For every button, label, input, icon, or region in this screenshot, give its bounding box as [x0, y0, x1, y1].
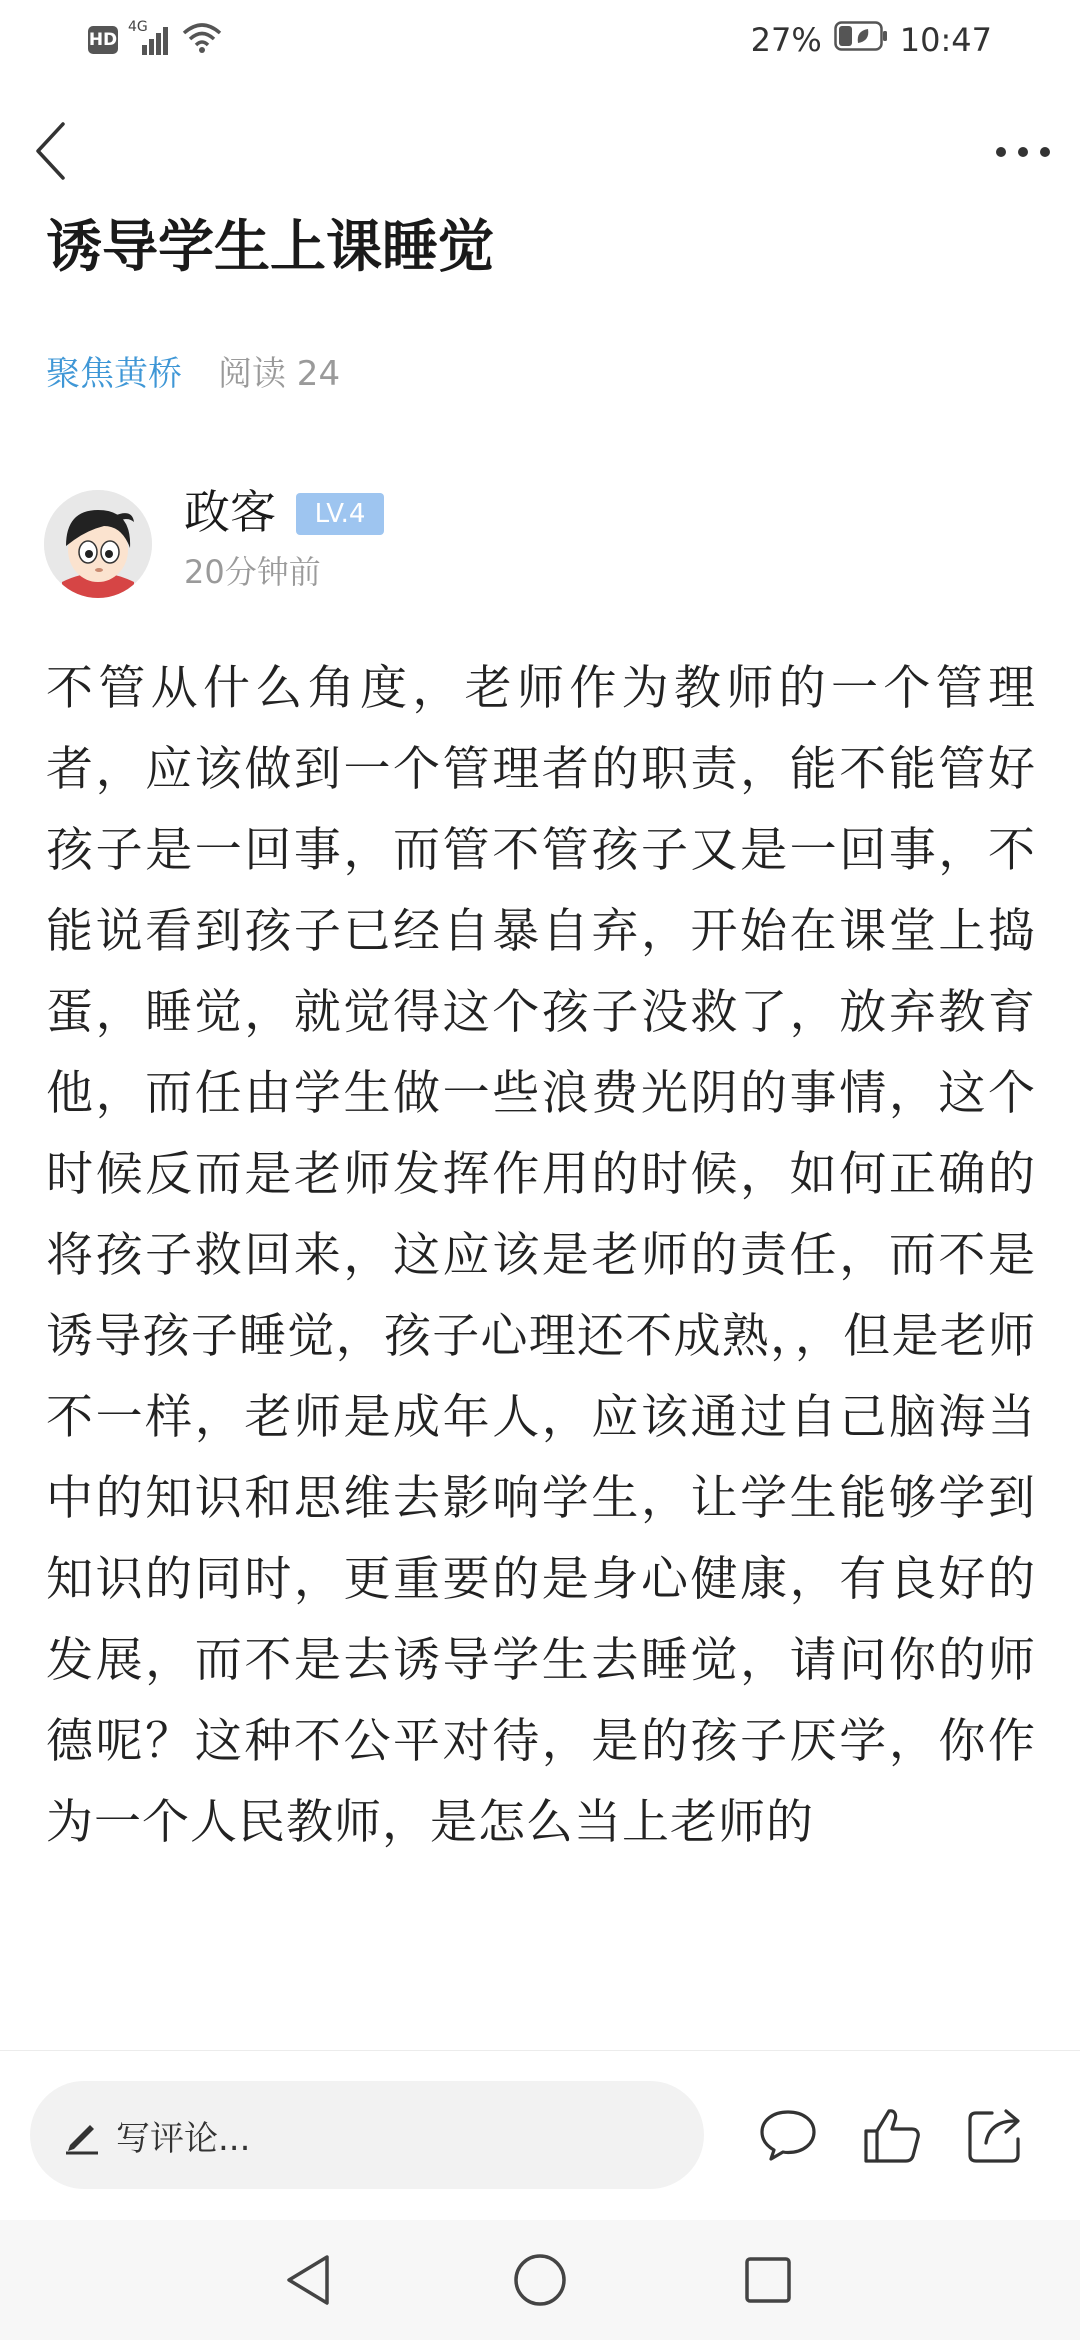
like-button[interactable] — [860, 2103, 924, 2167]
square-recents-icon — [742, 2254, 794, 2306]
clock: 10:47 — [899, 21, 992, 59]
share-icon — [966, 2105, 1026, 2165]
more-options-button[interactable] — [988, 130, 1058, 174]
circle-home-icon — [512, 2252, 568, 2308]
action-bar — [0, 2050, 1080, 2221]
post-time: 20分钟前 — [184, 553, 321, 591]
battery-icon — [834, 21, 888, 59]
nav-home-button[interactable] — [502, 2242, 578, 2318]
article-meta — [46, 344, 340, 396]
signal-label: 4G — [128, 19, 148, 35]
level-badge: LV.4 — [296, 493, 384, 535]
wifi-icon — [182, 21, 222, 59]
status-right — [751, 18, 992, 62]
chevron-left-icon — [33, 121, 67, 181]
source-link[interactable]: 聚焦黄桥 — [46, 353, 182, 394]
comment-input[interactable] — [30, 2081, 704, 2189]
comment-placeholder: 写评论... — [116, 2118, 251, 2159]
triangle-back-icon — [281, 2252, 335, 2308]
share-button[interactable] — [964, 2103, 1028, 2167]
more-dots-icon — [995, 146, 1051, 158]
nav-back-button[interactable] — [270, 2242, 346, 2318]
article-title: 诱导学生上课睡觉 — [46, 215, 494, 280]
article-body: 不管从什么角度，老师作为教师的一个管理者，应该做到一个管理者的职责，能不能管好孩子是一回事，而管不管孩子又是一回事，不能说看到孩子已经自暴自弃，开始在课堂上捣蛋，睡觉，就觉得这个孩子没救了，放弃教育他，而任由学生做一些浪费光阴的事情，这个时候反而是老师发挥作用的时候，如何正确的将孩子救回来，这应该是老师的责任，而不是诱导孩子睡觉，孩子心理还不成熟，，但是老师不一样，老师是成年人，应该通过自己脑海当中的知识和思维去影响学生，让学生能够学到知识的同时，更重要的是身心健康，有良好的发展，而不是去诱导学生去睡觉，请问你的师德呢？这种不公平对待，是的孩子厌学，你作为一个人民教师，是怎么当上老师的 — [46, 661, 1036, 1850]
read-count: 阅读 24 — [218, 353, 341, 394]
comment-icon — [758, 2107, 818, 2163]
author-name[interactable]: 政客 — [184, 485, 276, 539]
pencil-icon — [62, 2115, 102, 2155]
status-bar — [0, 0, 1080, 80]
comment-button[interactable] — [756, 2103, 820, 2167]
battery-percent: 27% — [750, 21, 822, 59]
avatar-cartoon-icon — [44, 490, 152, 598]
status-left — [88, 18, 222, 62]
back-button[interactable] — [22, 118, 78, 184]
avatar[interactable] — [44, 490, 152, 598]
hd-badge: HD — [88, 26, 118, 54]
signal-icon — [128, 19, 172, 57]
system-nav-bar — [0, 2220, 1080, 2340]
nav-recents-button[interactable] — [730, 2242, 806, 2318]
like-icon — [862, 2105, 922, 2165]
